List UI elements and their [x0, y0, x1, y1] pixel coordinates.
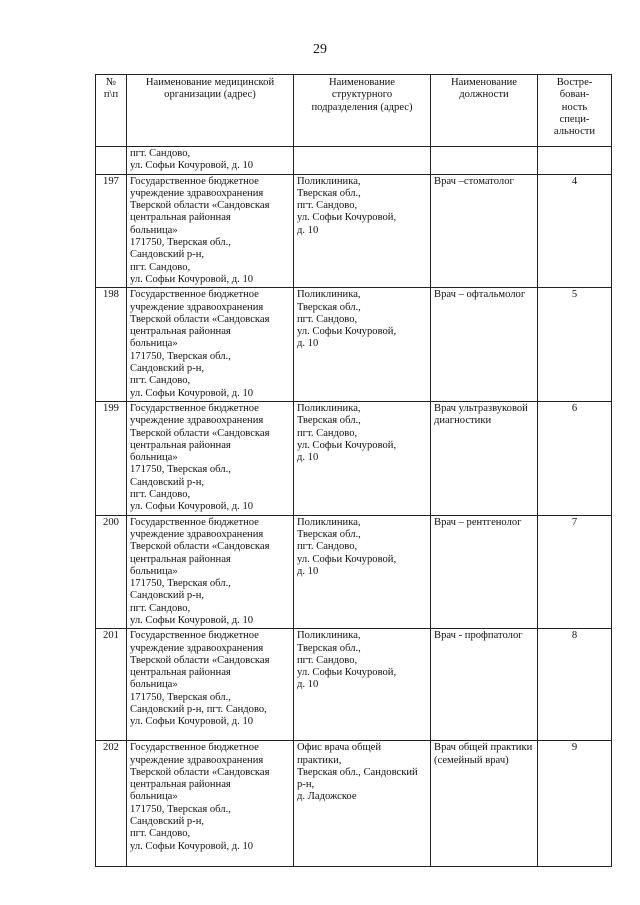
- cell-organization: [127, 741, 294, 867]
- cell-line: центральная районная: [130, 779, 231, 791]
- cell-organization: [127, 401, 294, 515]
- cell-line: Сандовский р-н,: [130, 249, 205, 261]
- cell-num: 201: [96, 629, 127, 741]
- cell-line: ул. Софьи Кочуровой,: [297, 326, 397, 338]
- cell-line: центральная районная: [130, 212, 231, 224]
- header-num: [96, 75, 127, 147]
- cell-line: пгт. Сандово,: [130, 828, 191, 840]
- cell-line: д. 10: [297, 338, 319, 350]
- cell-num: 198: [96, 288, 127, 402]
- cell-unit: [294, 629, 431, 741]
- cell-line: Офис врача общей: [297, 742, 382, 754]
- cell-line: пгт. Сандово,: [297, 427, 358, 439]
- cell-line: подразделения (адрес): [311, 101, 413, 113]
- header-organization: [127, 75, 294, 147]
- cell-line: Врач ультразвуковой: [434, 402, 528, 414]
- cell-line: Сандовский р-н,: [130, 590, 205, 602]
- page-number: 29: [313, 42, 327, 57]
- cell-line: пгт. Сандово,: [297, 200, 358, 212]
- cell-line: ул. Софьи Кочуровой,: [297, 212, 397, 224]
- cell-line: №: [105, 77, 117, 88]
- cell-position: [431, 629, 538, 741]
- cell-demand: 8: [538, 629, 612, 741]
- header-unit: [294, 75, 431, 147]
- cell-line: пгт. Сандово,: [297, 313, 358, 325]
- cell-line: учреждение здравоохранения: [130, 301, 264, 313]
- cell-line: Тверская обл.,: [297, 415, 361, 427]
- cell-line: д. 10: [297, 224, 319, 236]
- cell-line: Поликлиника,: [297, 402, 361, 414]
- cell-num: 200: [96, 515, 127, 629]
- cell-line: больница»: [130, 565, 178, 577]
- cell-line: Тверская обл., Сандовский: [297, 766, 418, 778]
- cell-line: больница»: [130, 679, 178, 691]
- cell-line: ул. Софьи Кочуровой, д. 10: [130, 273, 254, 285]
- cell-line: Врач общей практики: [434, 742, 533, 754]
- cell-num: 202: [96, 741, 127, 867]
- cell-unit: [294, 741, 431, 867]
- cell-line: ность: [561, 101, 588, 113]
- table-row: [96, 629, 612, 741]
- cell-line: пгт. Сандово,: [130, 375, 191, 387]
- cell-unit: [294, 147, 431, 175]
- cell-line: центральная районная: [130, 553, 231, 565]
- cell-line: ул. Софьи Кочуровой,: [297, 553, 397, 565]
- cell-line: Тверской области «Сандовская: [130, 766, 270, 778]
- cell-line: специ-: [559, 113, 590, 125]
- cell-line: Государственное бюджетное: [130, 630, 259, 642]
- cell-line: Государственное бюджетное: [130, 175, 259, 187]
- cell-organization: [127, 515, 294, 629]
- cell-line: Тверской области «Сандовская: [130, 654, 270, 666]
- cell-unit: [294, 401, 431, 515]
- cell-line: д. 10: [297, 565, 319, 577]
- cell-line: 171750, Тверская обл.,: [130, 803, 231, 815]
- cell-line: Сандовский р-н,: [130, 476, 205, 488]
- cell-line: Поликлиника,: [297, 516, 361, 528]
- cell-line: бован-: [559, 89, 590, 101]
- cell-line: Наименование медицинской: [145, 77, 275, 88]
- cell-line: Государственное бюджетное: [130, 289, 259, 301]
- cell-line: Тверской области «Сандовская: [130, 200, 270, 212]
- cell-line: пгт. Сандово,: [130, 602, 191, 614]
- cell-line: учреждение здравоохранения: [130, 187, 264, 199]
- cell-line: Тверской области «Сандовская: [130, 427, 270, 439]
- cell-line: (семейный врач): [434, 754, 509, 766]
- cell-line: больница»: [130, 338, 178, 350]
- cell-line: Врач – офтальмолог: [434, 289, 526, 301]
- cell-num: 199: [96, 401, 127, 515]
- cell-line: Сандовский р-н, пгт. Сандово,: [130, 704, 267, 716]
- cell-line: учреждение здравоохранения: [130, 754, 264, 766]
- cell-line: ул. Софьи Кочуровой, д. 10: [130, 716, 254, 728]
- cell-line: ул. Софьи Кочуровой, д. 10: [130, 160, 254, 172]
- cell-position: [431, 147, 538, 175]
- cell-position: [431, 288, 538, 402]
- cell-line: Наименование: [329, 77, 395, 88]
- cell-line: учреждение здравоохранения: [130, 528, 264, 540]
- cell-line: р-н,: [297, 779, 315, 791]
- cell-demand: 4: [538, 174, 612, 288]
- cell-line: ул. Софьи Кочуровой, д. 10: [130, 387, 254, 399]
- cell-organization: [127, 629, 294, 741]
- cell-line: Сандовский р-н,: [130, 816, 205, 828]
- cell-organization: [127, 147, 294, 175]
- cell-unit: [294, 288, 431, 402]
- cell-unit: [294, 174, 431, 288]
- cell-line: Тверская обл.,: [297, 642, 361, 654]
- header-demand: [538, 75, 612, 147]
- cell-line: Государственное бюджетное: [130, 742, 259, 754]
- cell-demand: 9: [538, 741, 612, 867]
- cell-line: п\п: [103, 89, 119, 101]
- header-position: [431, 75, 538, 147]
- cell-line: Поликлиника,: [297, 175, 361, 187]
- cell-line: практики,: [297, 754, 342, 766]
- cell-line: больница»: [130, 452, 178, 464]
- table-row: [96, 288, 612, 402]
- cell-line: 171750, Тверская обл.,: [130, 350, 231, 362]
- cell-line: 171750, Тверская обл.,: [130, 578, 231, 590]
- cell-line: структурного: [331, 89, 393, 101]
- cell-demand: 5: [538, 288, 612, 402]
- cell-line: пгт. Сандово,: [297, 541, 358, 553]
- cell-line: Востре-: [556, 77, 593, 88]
- cell-line: Поликлиника,: [297, 630, 361, 642]
- cell-line: 171750, Тверская обл.,: [130, 237, 231, 249]
- cell-position: [431, 174, 538, 288]
- cell-organization: [127, 288, 294, 402]
- cell-num: [96, 147, 127, 175]
- cell-line: больница»: [130, 791, 178, 803]
- cell-line: пгт. Сандово,: [297, 654, 358, 666]
- cell-line: ул. Софьи Кочуровой, д. 10: [130, 501, 254, 513]
- cell-line: Врач - профпатолог: [434, 630, 523, 642]
- cell-line: ул. Софьи Кочуровой,: [297, 439, 397, 451]
- cell-line: Наименование: [451, 77, 517, 88]
- vacancies-table: [95, 74, 612, 867]
- cell-demand: [538, 147, 612, 175]
- cell-line: Тверская обл.,: [297, 187, 361, 199]
- cell-line: пгт. Сандово,: [130, 148, 191, 159]
- cell-line: диагностики: [434, 415, 492, 427]
- cell-line: ул. Софьи Кочуровой, д. 10: [130, 840, 254, 852]
- cell-demand: 6: [538, 401, 612, 515]
- cell-line: учреждение здравоохранения: [130, 642, 264, 654]
- cell-line: Тверская обл.,: [297, 528, 361, 540]
- cell-line: 171750, Тверская обл.,: [130, 691, 231, 703]
- cell-line: больница»: [130, 224, 178, 236]
- cell-line: Тверская обл.,: [297, 301, 361, 313]
- cell-line: Тверской области «Сандовская: [130, 313, 270, 325]
- cell-line: Тверской области «Сандовская: [130, 541, 270, 553]
- table-row: [96, 174, 612, 288]
- cell-line: д. Ладожское: [297, 791, 357, 803]
- cell-line: центральная районная: [130, 667, 231, 679]
- cell-line: Поликлиника,: [297, 289, 361, 301]
- table-row: [96, 741, 612, 867]
- cell-position: [431, 741, 538, 867]
- cell-line: центральная районная: [130, 439, 231, 451]
- table-header-row: [96, 75, 612, 147]
- cell-position: [431, 401, 538, 515]
- cell-line: пгт. Сандово,: [130, 489, 191, 501]
- cell-unit: [294, 515, 431, 629]
- cell-line: альности: [553, 126, 596, 138]
- cell-line: Сандовский р-н,: [130, 363, 205, 375]
- cell-line: ул. Софьи Кочуровой,: [297, 667, 397, 679]
- table-row: [96, 515, 612, 629]
- cell-line: ул. Софьи Кочуровой, д. 10: [130, 614, 254, 626]
- cell-line: Врач –стоматолог: [434, 175, 514, 187]
- cell-line: Врач – рентгенолог: [434, 516, 522, 528]
- cell-line: д. 10: [297, 679, 319, 691]
- table-row: [96, 401, 612, 515]
- cell-line: Государственное бюджетное: [130, 402, 259, 414]
- cell-organization: [127, 174, 294, 288]
- cell-line: организации (адрес): [164, 89, 256, 101]
- table-row-continuation: [96, 147, 612, 175]
- cell-line: 171750, Тверская обл.,: [130, 464, 231, 476]
- cell-demand: 7: [538, 515, 612, 629]
- cell-position: [431, 515, 538, 629]
- cell-num: 197: [96, 174, 127, 288]
- cell-line: учреждение здравоохранения: [130, 415, 264, 427]
- cell-line: д. 10: [297, 452, 319, 464]
- cell-line: пгт. Сандово,: [130, 261, 191, 273]
- cell-line: центральная районная: [130, 326, 231, 338]
- cell-line: должности: [459, 89, 509, 101]
- cell-line: Государственное бюджетное: [130, 516, 259, 528]
